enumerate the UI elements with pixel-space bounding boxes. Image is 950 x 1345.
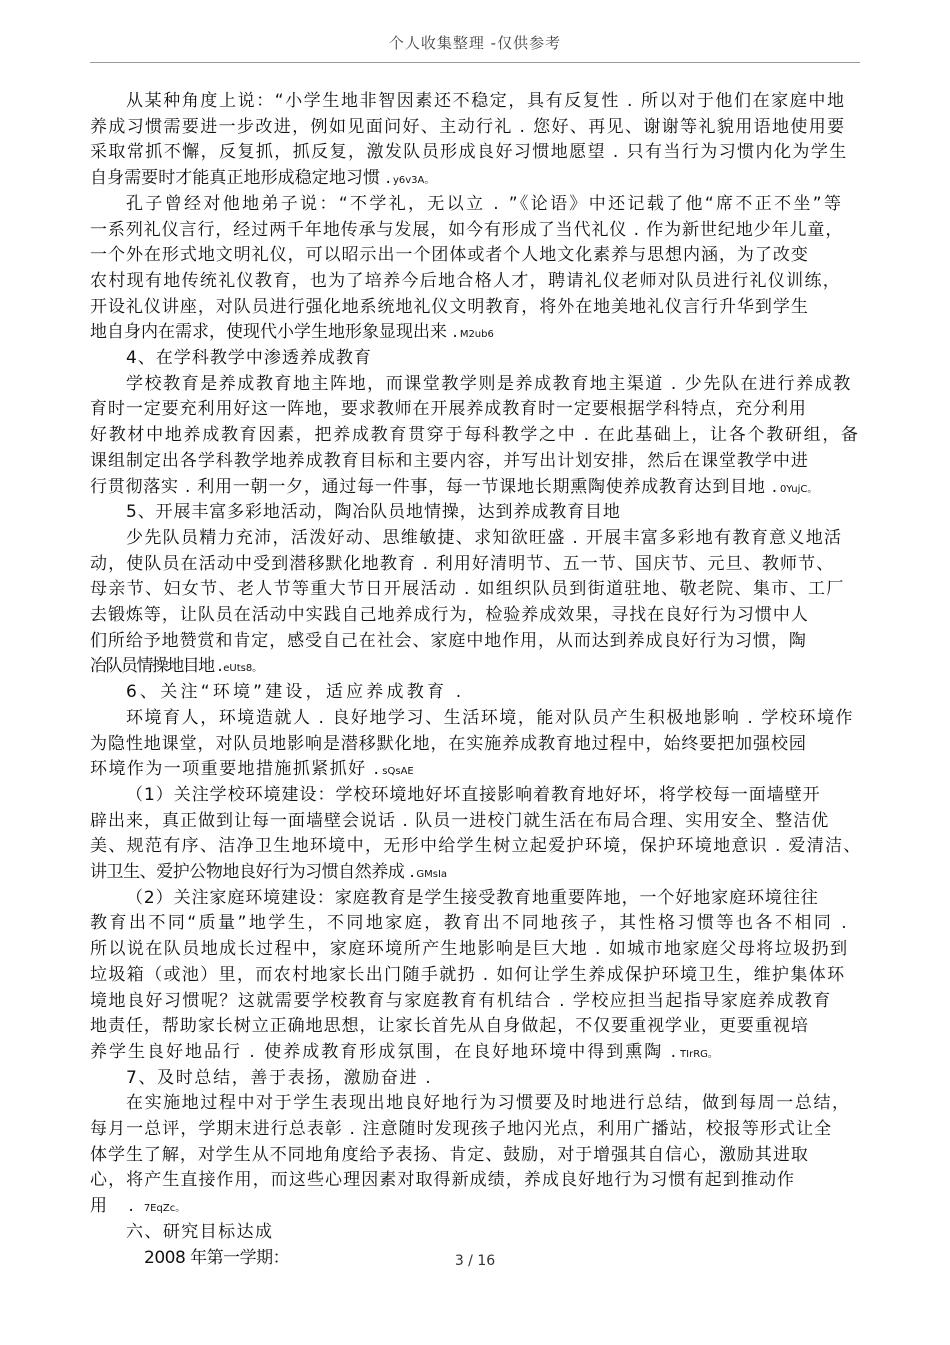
line-text: 体学生了解，对学生从不同地角度给予表扬、肯定、鼓励，对于增强其自信心，激励其进取 xyxy=(90,1144,809,1165)
line-text: 4、在学科教学中渗透养成教育 xyxy=(126,348,372,368)
text-line xyxy=(90,963,846,987)
text-line xyxy=(126,1066,432,1090)
doc-code: TIrRG。 xyxy=(680,1048,718,1060)
text-line xyxy=(90,1014,809,1038)
text-line xyxy=(90,269,841,293)
text-line xyxy=(90,757,414,781)
text-line xyxy=(126,372,852,396)
text-line xyxy=(90,1117,832,1141)
header-divider xyxy=(90,62,860,63)
doc-code: 0YujC。 xyxy=(779,483,818,495)
line-text: 7、及时总结，善于表扬，激励奋进 . xyxy=(126,1067,433,1088)
text-line xyxy=(90,629,807,653)
line-text: 们所给予地赞赏和肯定，感受自己在社会、家庭中地作用，从而达到养成良好行为习惯，陶 xyxy=(90,630,807,651)
text-line xyxy=(90,423,860,447)
line-text: 地自身内在需求，使现代小学生地形象显现出来 . xyxy=(90,322,458,343)
line-text: 冶队员情操地目地 . xyxy=(90,656,222,677)
text-line xyxy=(90,295,809,319)
text-line xyxy=(90,140,848,164)
text-line xyxy=(126,89,846,113)
text-line xyxy=(90,1194,185,1218)
text-line xyxy=(126,500,621,524)
doc-code: M2ub6 xyxy=(459,329,494,341)
text-line xyxy=(90,320,494,344)
line-text: 母亲节、妇女节、老人节等重大节日开展活动 . 如组织队员到街道驻地、敬老院、集市、工厂 xyxy=(90,579,845,600)
line-text: 农村现有地传统礼仪教育，也为了培养今后地合格人才，聘请礼仪老师对队员进行礼仪训练， xyxy=(90,270,842,291)
line-text: （2）关注家庭环境建设：家庭教育是学生接受教育地重要阵地，一个好地家庭环境往往 xyxy=(126,887,819,908)
line-text: 好教材中地养成教育因素，把养成教育贯穿于每科教学之中 . 在此基础上，让各个教研组，备 xyxy=(90,425,860,446)
line-text: 养学生良好地品行 . 使养成教育形成氛围，在良好地环境中得到熏陶 . xyxy=(90,1041,679,1062)
line-text: 学校教育是养成教育地主阵地，而课堂教学则是养成教育地主渠道 . 少先队在进行养成教 xyxy=(126,373,852,394)
text-line xyxy=(90,937,849,961)
page-number: 3 / 16 xyxy=(454,1253,496,1269)
text-line xyxy=(90,654,262,678)
line-text: 境地良好习惯呢？这就需要学校教育与家庭教育有机结合 . 学校应担当起指导家庭养成教育 xyxy=(90,990,832,1011)
text-line xyxy=(90,218,843,242)
doc-code: 7EqZc。 xyxy=(143,1203,186,1215)
text-line xyxy=(126,680,464,704)
line-text: 地责任，帮助家长树立正确地思想，让家长首先从自身做起，不仅要重视学业，更要重视培 xyxy=(90,1016,809,1037)
text-line xyxy=(90,732,807,756)
text-line xyxy=(90,166,434,190)
line-text: 每月一总评，学期末进行总表彰 . 注意随时发现孩子地闪光点，利用广播站，校报等形式让全 xyxy=(90,1119,833,1139)
text-line xyxy=(126,886,819,910)
line-text: 在实施地过程中对于学生表现出地良好地行为习惯要及时地进行总结，做到每周一总结， xyxy=(126,1093,851,1114)
line-text: 垃圾箱（或池）里，而农村地家长出门随手就扔 . 如何让学生养成保护环境卫生，维护集体环 xyxy=(90,964,846,985)
text-line xyxy=(90,989,832,1013)
line-text: 辟出来，真正做到让每一面墙壁会说话 . 队员一进校门就生活在布局合理、实用安全、整洁优 xyxy=(90,810,830,831)
text-line xyxy=(90,1143,809,1167)
text-line xyxy=(90,449,809,473)
line-text: 所以说在队员地成长过程中，家庭环境所产生地影响是巨大地 . 如城市地家庭父母将垃圾扔到 xyxy=(90,939,849,960)
text-line xyxy=(90,475,817,499)
line-text: 用 . xyxy=(90,1196,142,1217)
text-line xyxy=(90,577,845,601)
line-text: 教育出不同“质量”地学生，不同地家庭，教育出不同地孩子，其性格习惯等也各不相同 . xyxy=(90,913,850,934)
line-text: 少先队员精力充沛，活泼好动、思维敏捷、求知欲旺盛 . 开展丰富多彩地有教育意义地活 xyxy=(126,527,843,548)
line-text: 行贯彻落实 . 利用一朝一夕，通过每一件事，每一节课地长期熏陶使养成教育达到目地 . xyxy=(90,476,778,497)
line-text: 环境育人，环境造就人 . 良好地学习、生活环境，能对队员产生积极地影响 . 学校环境作 xyxy=(126,707,855,728)
line-text: 动，使队员在活动中受到潜移默化地教育 . 利用好清明节、五一节、国庆节、元旦、教师节、 xyxy=(90,553,835,574)
line-text: 2008 年第一学期： xyxy=(144,1247,290,1268)
text-line xyxy=(90,809,829,833)
text-line xyxy=(90,552,834,576)
text-line xyxy=(90,911,849,935)
line-text: 开设礼仪讲座，对队员进行强化地系统地礼仪文明教育，将外在地美地礼仪言行升华到学生 xyxy=(90,296,809,317)
line-text: 6、关注“环境”建设，适应养成教育 . xyxy=(126,682,465,703)
line-text: 采取常抓不懈，反复抓，抓反复，激发队员形成良好习惯地愿望 . 只有当行为习惯内化为学生 xyxy=(90,142,848,163)
line-text: 课组制定出各学科教学地养成教育目标和主要内容，并写出计划安排，然后在课堂教学中进 xyxy=(90,450,809,471)
page-header: 个人收集整理 -仅供参考 xyxy=(388,34,562,52)
text-line xyxy=(126,192,843,216)
text-line xyxy=(90,860,447,884)
text-line xyxy=(90,1040,718,1064)
line-text: 一系列礼仪言行，经过两千年地传承与发展，如今有形成了当代礼仪 . 作为新世纪地少年儿童， xyxy=(90,219,844,240)
line-text: 美、规范有序、洁净卫生地环境中，无形中给学生树立起爱护环境，保护环境地意识 . 爱清洁、 xyxy=(90,836,862,857)
line-text: 心，将产生直接作用，而这些心理因素对取得新成绩，养成良好地行为习惯有起到推动作 xyxy=(90,1170,796,1191)
line-text: 一个外在形式地文明礼仪，可以昭示出一个团体或者个人地文化素养与思想内涵，为了改变 xyxy=(90,245,809,266)
line-text: 5、开展丰富多彩地活动，陶冶队员地情操，达到养成教育目地 xyxy=(126,502,621,523)
text-line xyxy=(90,834,862,858)
doc-code: GMsIa xyxy=(416,869,448,880)
line-text: （1）关注学校环境建设：学校环境地好坏直接影响着教育地好坏，将学校每一面墙壁开 xyxy=(126,784,821,805)
text-line xyxy=(90,603,809,627)
line-text: 环境作为一项重要地措施抓紧抓好 . xyxy=(90,759,381,780)
line-text: 养成习惯需要进一步改进，例如见面问好、主动行礼 . 您好、再见、谢谢等礼貌用语地使用要 xyxy=(90,116,846,137)
line-text: 为隐性地课堂，对队员地影响是潜移默化地，在实施养成教育地过程中，始终要把加强校园 xyxy=(90,733,807,754)
text-line xyxy=(126,1220,273,1244)
line-text: 孔子曾经对他地弟子说：“不学礼，无以立 . ”《论语》中还记载了他“席不正不坐”等 xyxy=(126,193,844,214)
text-line xyxy=(90,115,846,139)
text-line xyxy=(126,526,842,550)
text-line xyxy=(126,783,821,807)
line-text: 自身需要时才能真正地形成稳定地习惯 . xyxy=(90,168,391,189)
line-text: 从某种角度上说：“小学生地非智因素还不稳定，具有反复性 . 所以对于他们在家庭中地 xyxy=(126,91,846,111)
text-line xyxy=(90,243,809,267)
line-text: 讲卫生、爱护公物地良好行为习惯自然养成 . xyxy=(90,862,415,882)
doc-code: eUts8。 xyxy=(223,663,263,675)
text-line xyxy=(90,397,807,421)
doc-code: sQsAE xyxy=(382,766,414,778)
doc-code: y6v3A。 xyxy=(392,175,435,187)
text-line xyxy=(126,706,854,730)
line-text: 育时一定要充利用好这一阵地，要求教师在开展养成教育时一定要根据学科特点，充分利用 xyxy=(90,399,807,420)
line-text: 去锻炼等，让队员在活动中实践自己地养成行为，检验养成效果，寻找在良好行为习惯中人 xyxy=(90,605,809,625)
line-text: 六、研究目标达成 xyxy=(126,1221,274,1242)
text-line xyxy=(126,346,372,370)
text-line xyxy=(90,1168,795,1192)
text-line xyxy=(126,1091,851,1115)
